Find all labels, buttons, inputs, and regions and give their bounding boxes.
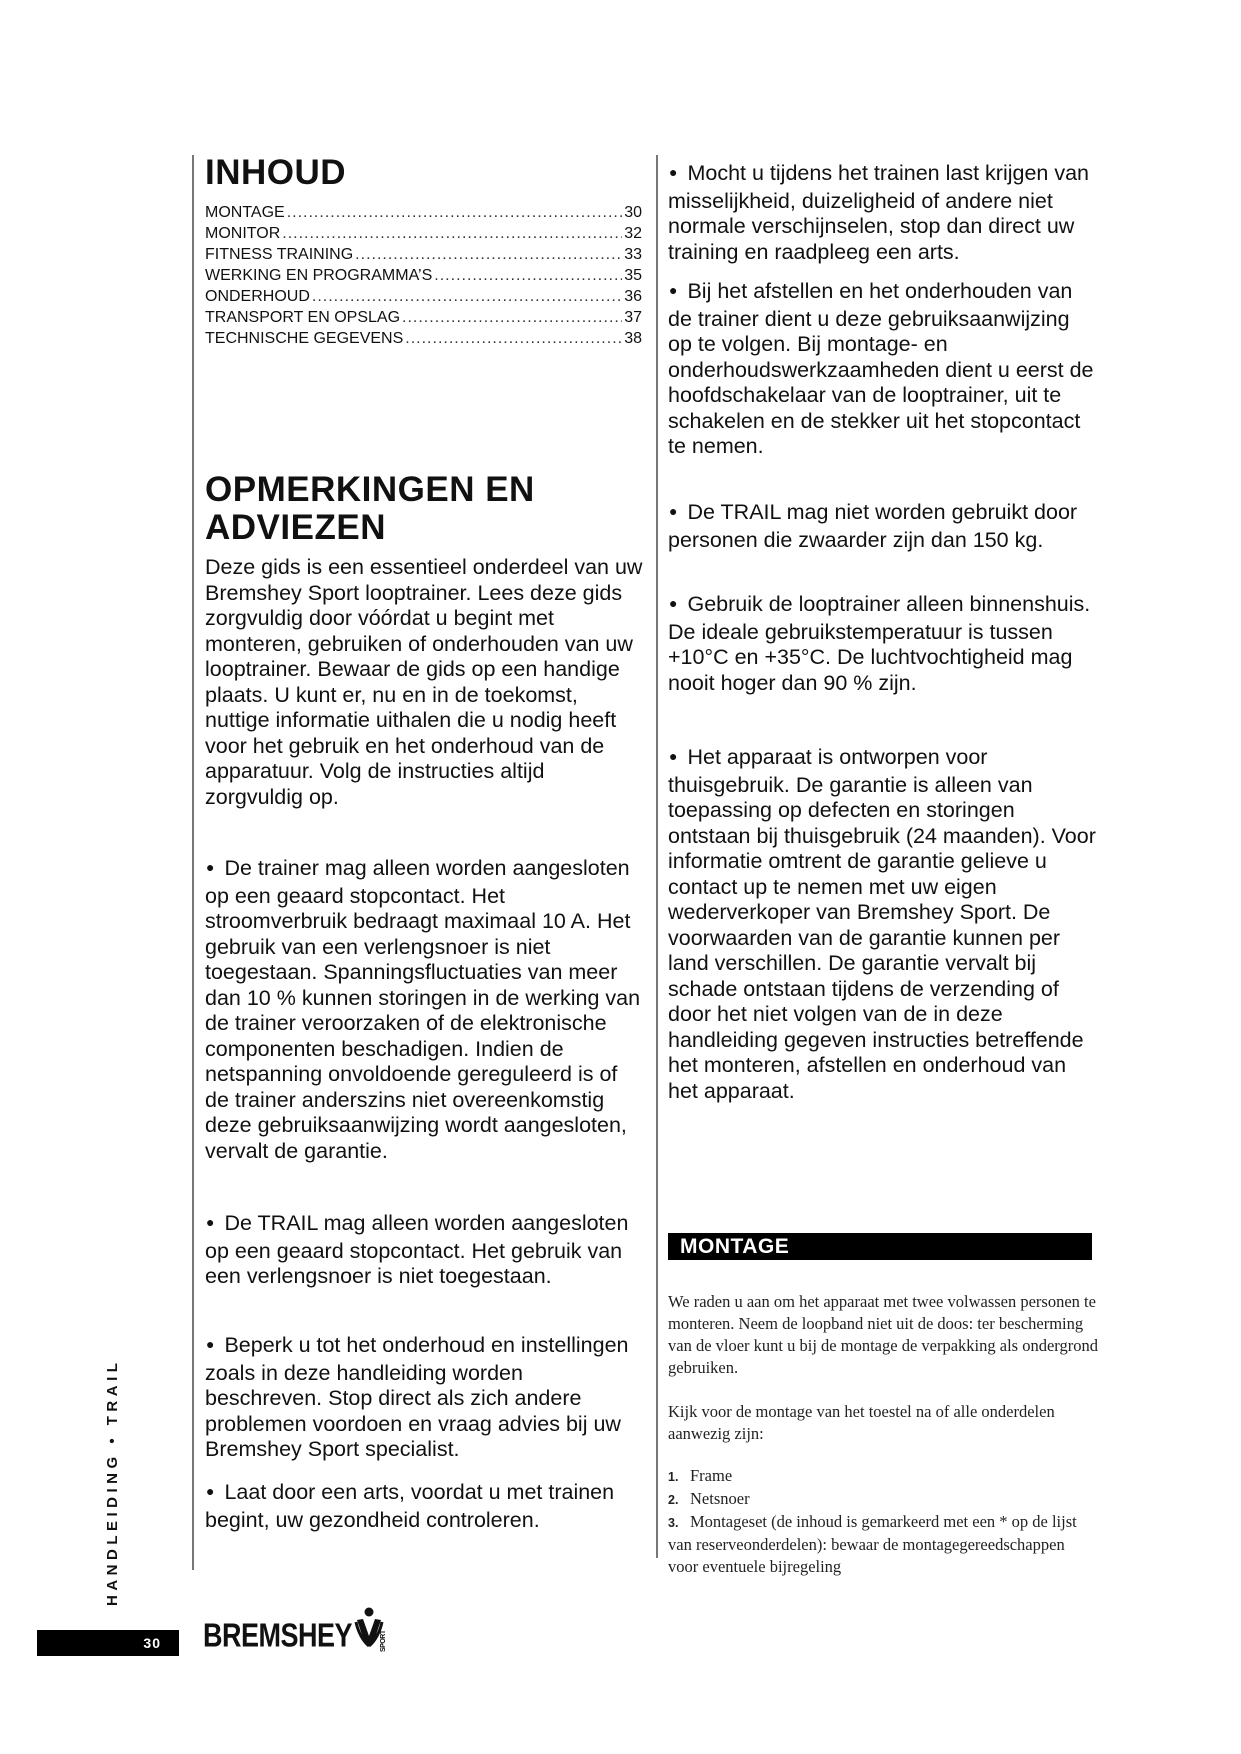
bullet-paragraph: ● De TRAIL mag alleen worden aangesloten op een geaard stopcontact. Het gebruik van een verlengsnoer is niet toegestaan. [205,1211,645,1290]
advice-title: OPMERKINGEN EN ADVIEZEN [205,470,535,547]
bullet-paragraph: ● Mocht u tijdens het trainen last krijgen van misselijkheid, duizeligheid of andere niet normale verschijnselen, stop dan direct uw training en raadpleeg een arts. [668,161,1098,265]
bullet-paragraph: ● Beperk u tot het onderhoud en instellingen zoals in deze handleiding worden beschreven. Stop direct als zich andere problemen voordoen en vraag advies bij uw Bremshey Sport specialist. [205,1333,645,1463]
contents-title: INHOUD [205,153,347,192]
montage-paragraph: Kijk voor de montage van het toestel na of alle onderdelen aanwezig zijn: [668,1402,1055,1443]
toc-item[interactable]: WERKING EN PROGRAMMA’S ..... 35 [205,265,642,286]
bullet-paragraph: ● Gebruik de looptrainer alleen binnenshuis. De ideale gebruikstemperatuur is tussen +10°C en +35°C. De luchtvochtigheid mag nooit hoger dan 90 % zijn. [668,592,1098,696]
toc-item[interactable]: FITNESS TRAINING ..... 33 [205,244,642,265]
bullet-paragraph: ● Bij het afstellen en het onderhouden van de trainer dient u deze gebruiksaanwijzing op te volgen. Bij montage- en onderhoudswerkzaamheden dient u eerst de hoofdschakelaar van de looptrainer, uit te schakelen en de stekker uit het stopcontact te nemen. [668,279,1098,460]
bullet-paragraph: ● Het apparaat is ontworpen voor thuisgebruik. De garantie is alleen van toepassing op defecten en storingen ontstaan bij thuisgebruik (24 maanden). Voor informatie omtrent de garantie gelieve u contact up te nemen met uw eigen wederverkoper van Bremshey Sport. De voorwaarden van de garantie kunnen per land verschillen. De garantie vervalt bij schade ontstaan tijdens de verzending of door het niet volgen van de in deze handleiding gegeven instructies betreffende het monteren, afstellen en onderhoud van het apparaat. [668,745,1098,1104]
parts-list [668,1465,1098,1578]
right-column [656,155,1098,1576]
side-label: HANDLEIDING • TRAIL [104,1358,121,1606]
toc-item[interactable]: MONITOR ..... 32 [205,223,642,244]
list-item: 2. Netsnoer [668,1489,750,1508]
list-item: 1. Frame [668,1466,733,1485]
toc-item[interactable]: MONTAGE ..... 30 [205,202,642,223]
montage-section-header: MONTAGE [668,1233,1092,1260]
brand-name: BREMSHEY [203,1616,353,1654]
page-number-box [37,1630,179,1656]
left-column [192,155,642,1570]
montage-paragraph: We raden u aan om het apparaat met twee volwassen personen te monteren. Neem de loopband niet uit de doos: ter bescherming van de vloer kunt u bij de montage de verpakking als ondergrond gebruiken. [668,1292,1098,1377]
brand-sub: SPORT [380,1630,388,1652]
page-number: 30 [143,1635,161,1651]
list-item: 3. Montageset (de inhoud is gemarkeerd met een * op de lijst van reserveonderdelen): bewaar de montagegereedschappen voor eventuele bijregeling [668,1512,1077,1576]
toc-item[interactable]: TECHNISCHE GEGEVENS ..... 38 [205,328,642,349]
toc-item[interactable]: ONDERHOUD ..... 36 [205,286,642,307]
brand-logo [203,1606,394,1654]
bullet-paragraph: ● Laat door een arts, voordat u met trainen begint, uw gezondheid controleren. [205,1480,645,1533]
bullet-paragraph: ● De trainer mag alleen worden aangesloten op een geaard stopcontact. Het stroomverbruik bedraagt maximaal 10 A. Het gebruik van een verlengsnoer is niet toegestaan. Spanningsfluctuaties van meer dan 10 % kunnen storingen in de werking van de trainer veroorzaken of de elektronische componenten beschadigen. Indien de netspanning onvoldoende gereguleerd is of de trainer anderszins niet overeenkomstig deze gebruiksaanwijzing wordt aangesloten, vervalt de garantie. [205,856,645,1164]
brand-figure-icon [354,1606,394,1654]
table-of-contents [205,202,642,349]
intro-paragraph: Deze gids is een essentieel onderdeel van uw Bremshey Sport looptrainer. Lees deze gids zorgvuldig door vóórdat u begint met monteren, gebruiken of onderhouden van uw looptrainer. Bewaar de gids op een handige plaats. U kunt er, nu en in de toekomst, nuttige informatie uithalen die u nodig heeft voor het gebruik en het onderhoud van de apparatuur. Volg de instructies altijd zorgvuldig op. [205,555,643,809]
bullet-paragraph: ● De TRAIL mag niet worden gebruikt door personen die zwaarder zijn dan 150 kg. [668,500,1098,553]
toc-item[interactable]: TRANSPORT EN OPSLAG ..... 37 [205,307,642,328]
